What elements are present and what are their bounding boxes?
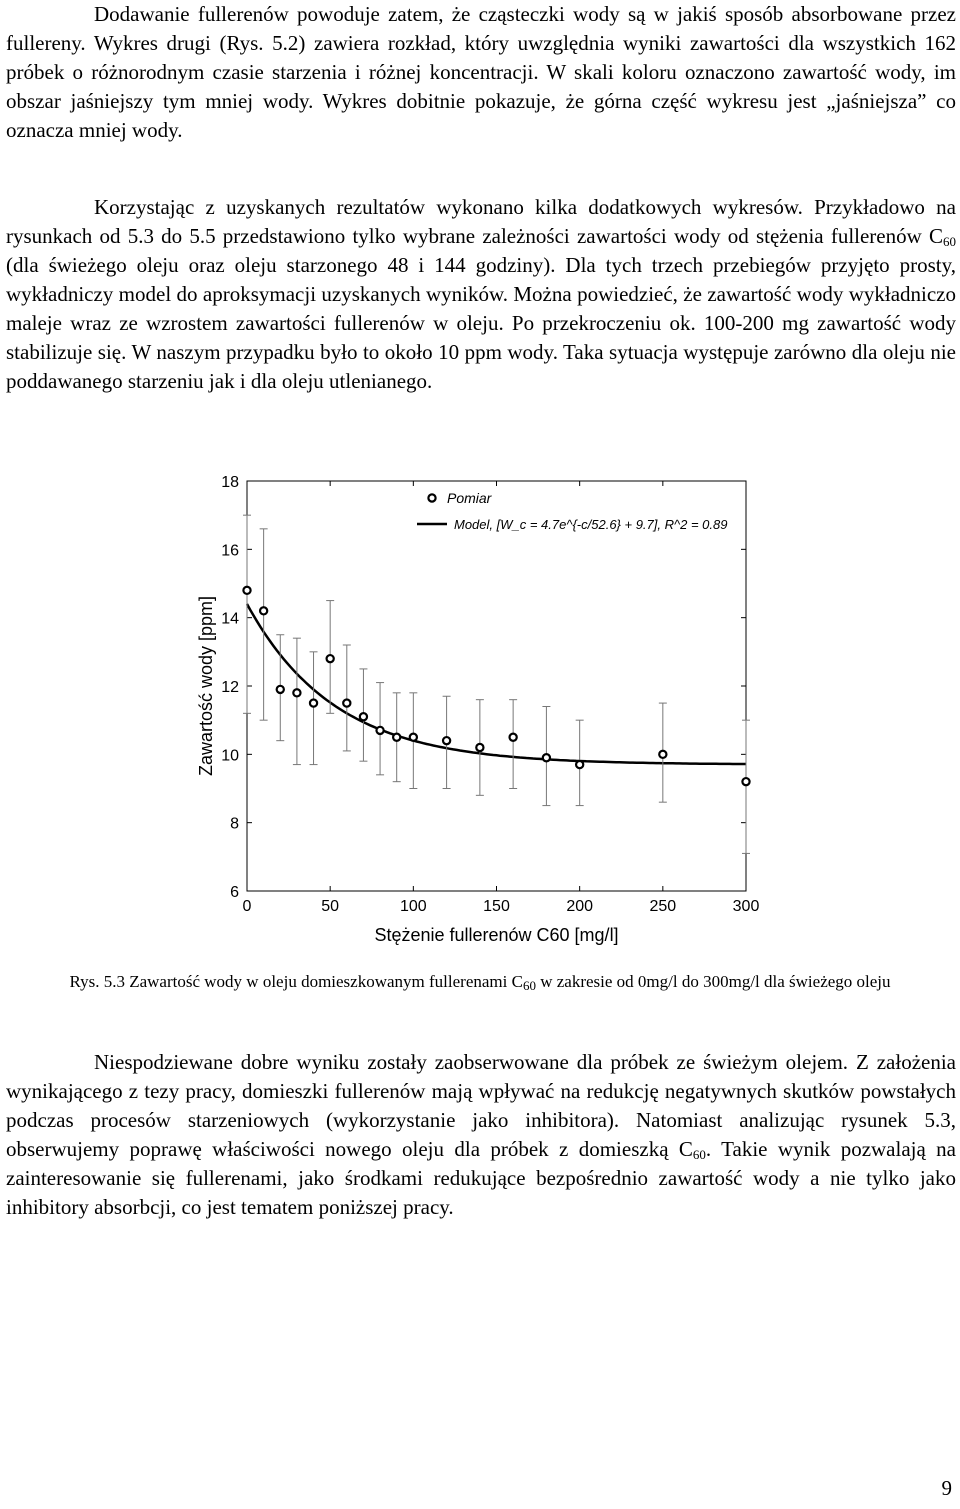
data-point	[393, 734, 400, 741]
y-tick-label: 8	[230, 815, 239, 833]
figure-chart	[180, 460, 760, 960]
y-tick-label: 14	[221, 610, 239, 628]
y-axis-label: Zawartość wody [ppm]	[196, 595, 216, 777]
paragraph-discussion	[6, 1048, 956, 1222]
figure-caption	[20, 970, 940, 994]
legend-label-pomiar: Pomiar	[447, 490, 492, 506]
x-tick-label: 200	[566, 898, 594, 915]
y-tick-label: 18	[221, 474, 239, 491]
paragraph-text: (dla świeżego oleju oraz oleju starzonego 48 i 144 godziny). Dla tych trzech przebiegów przyjęto prosty, wykładniczy model do aproksymacji uzyskanych wyników. Można powiedzieć, że zawartość wody wykładniczo maleje wraz ze wzrostem zawartości fullerenów w oleju. Po przekroczeniu ok. 100-200 mg zawartość wody stabilizuje się. W naszym przypadku było to około 10 ppm wody. Taka sytuacja występuje zarówno dla oleju nie poddawanego starzeniu jak i dla oleju utlenianego.	[6, 253, 956, 393]
data-point	[410, 734, 417, 741]
chart-axes	[247, 481, 746, 891]
subscript: 60	[692, 1147, 706, 1162]
subscript: 60	[522, 978, 536, 993]
data-point	[360, 713, 367, 720]
legend-label-model: Model, [W_c = 4.7e^{-c/52.6} + 9.7], R^2 = 0.89	[454, 517, 728, 532]
paragraph-text: Niespodziewane dobre wyniku zostały zaobserwowane dla próbek ze świeżym olejem. Z założenia wynikającego z tezy pracy, domieszki fullerenów mają wpływać na redukcję negatywnych skutków powstałych podczas procesów starzeniowych (wykorzystanie jako inhibitora). Natomiast analizując rysunek 5.3, obserwujemy poprawę właściwości nowego oleju dla próbek z domieszką C	[6, 1050, 956, 1161]
paragraph-text: Dodawanie fullerenów powoduje zatem, że cząsteczki wody są w jakiś sposób absorbowane przez fullereny. Wykres drugi (Rys. 5.2) zawiera rozkład, który uwzględnia wyniki zawartości dla wszystkich 162 próbek o różnorodnym czasie starzenia i różnej koncentracji. W skali koloru oznaczono zawartość wody, im obszar jaśniejszy tym mniej wody. Wykres dobitnie pokazuje, że górna część wykresu jest „jaśniejsza” co oznacza mniej wody.	[6, 2, 956, 142]
chart-svg	[180, 460, 760, 960]
subscript: 60	[943, 234, 956, 249]
x-tick-label: 150	[483, 898, 510, 915]
x-tick-label: 50	[321, 898, 340, 915]
data-point	[327, 655, 334, 662]
data-point	[277, 686, 284, 693]
page-number: 9	[941, 1476, 952, 1500]
paragraph-results	[6, 193, 956, 396]
data-point	[659, 751, 666, 758]
caption-text: Rys. 5.3 Zawartość wody w oleju domieszkowanym fullerenami C	[69, 972, 523, 991]
data-point	[576, 761, 583, 768]
y-tick-label: 6	[230, 884, 239, 901]
data-point	[510, 734, 517, 741]
data-point	[260, 607, 267, 614]
data-point	[742, 778, 749, 785]
data-point	[293, 689, 300, 696]
data-point	[310, 699, 317, 706]
y-tick-label: 10	[221, 747, 239, 765]
plot-frame	[247, 481, 746, 891]
y-tick-label: 16	[221, 542, 239, 560]
legend-marker	[428, 494, 435, 501]
paragraph-text: . Takie wynik pozwalają na zainteresowanie się fullerenami, jako środkami redukujące bezpośrednio zawartość wody a nie tylko jako inhibitory absorbcji, co jest tematem poniższej pracy.	[6, 1137, 956, 1219]
data-point	[543, 754, 550, 761]
x-tick-label: 250	[649, 898, 677, 915]
x-tick-label: 300	[732, 898, 760, 915]
data-point	[476, 744, 483, 751]
paragraph-intro	[6, 0, 956, 145]
x-tick-label: 0	[242, 898, 252, 915]
data-point	[376, 727, 383, 734]
x-tick-label: 100	[399, 898, 427, 915]
data-point	[343, 699, 350, 706]
data-point	[443, 737, 450, 744]
caption-text: w zakresie od 0mg/l do 300mg/l dla świeżego oleju	[535, 972, 891, 991]
data-point	[243, 587, 250, 594]
paragraph-text: Korzystając z uzyskanych rezultatów wykonano kilka dodatkowych wykresów. Przykładowo na rysunkach od 5.3 do 5.5 przedstawiono tylko wybrane zależności zawartości wody od stężenia fullerenów C	[6, 195, 956, 248]
y-tick-label: 12	[221, 679, 239, 696]
x-axis-label: Stężenie fullerenów C60 [mg/l]	[374, 925, 619, 945]
